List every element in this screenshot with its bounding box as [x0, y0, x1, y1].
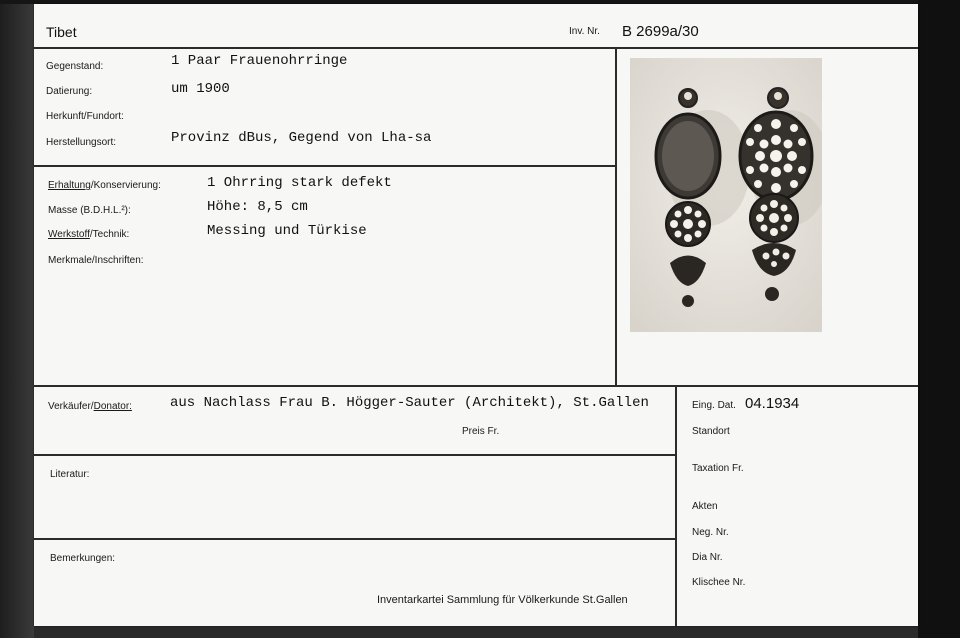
card-footer: Inventarkartei Sammlung für Völkerkunde St.Gallen: [377, 594, 628, 606]
scan-background-left: [0, 0, 34, 638]
erhaltung-label: [48, 180, 161, 191]
earrings-illustration: [630, 58, 822, 332]
gegenstand-value: 1 Paar Frauenohrringe: [171, 53, 348, 69]
rule-top-section: [34, 165, 616, 167]
region-title: Tibet: [46, 24, 77, 40]
dia-nr-label: Dia Nr.: [692, 552, 723, 563]
werkstoff-label-rest: /Technik:: [89, 229, 130, 240]
inventory-card: [34, 4, 918, 626]
preis-label: Preis Fr.: [462, 426, 500, 437]
eing-dat-label: Eing. Dat.: [692, 400, 736, 411]
rule-mid-section: [34, 385, 918, 387]
literatur-label: Literatur:: [50, 469, 90, 480]
erhaltung-label-rest: /Konservierung:: [90, 180, 161, 191]
masse-value: Höhe: 8,5 cm: [207, 199, 308, 215]
scan-background-right: [918, 0, 960, 638]
erhaltung-label-underlined: Erhaltung: [48, 180, 91, 191]
werkstoff-label: [48, 229, 129, 240]
erhaltung-value: 1 Ohrring stark defekt: [207, 175, 392, 191]
bemerkungen-label: Bemerkungen:: [50, 553, 116, 564]
rule-donator: [34, 454, 676, 456]
rule-side-divider: [675, 385, 677, 626]
herstellungsort-value: Provinz dBus, Gegend von Lha-sa: [171, 130, 432, 146]
rule-literatur: [34, 538, 676, 540]
gegenstand-label: Gegenstand:: [46, 61, 104, 72]
inv-label: Inv. Nr.: [569, 26, 600, 37]
herstellungsort-label: Herstellungsort:: [46, 137, 117, 148]
klischee-nr-label: Klischee Nr.: [692, 577, 746, 588]
verkaeufer-label-a: Verkäufer/: [48, 401, 94, 412]
verkaeufer-label: [48, 401, 132, 412]
neg-nr-label: Neg. Nr.: [692, 527, 729, 538]
verkaeufer-value: aus Nachlass Frau B. Högger-Sauter (Architekt), St.Gallen: [170, 395, 649, 411]
datierung-value: um 1900: [171, 81, 230, 97]
taxation-label: Taxation Fr.: [692, 463, 744, 474]
donator-label: Donator:: [93, 401, 132, 412]
inv-number: B 2699a/30: [622, 23, 699, 40]
datierung-label: Datierung:: [46, 86, 93, 97]
rule-photo-divider: [615, 47, 617, 385]
akten-label: Akten: [692, 501, 718, 512]
rule-header: [34, 47, 918, 49]
earrings-photo: [630, 58, 822, 332]
werkstoff-value: Messing und Türkise: [207, 223, 367, 239]
merkmale-label: Merkmale/Inschriften:: [48, 255, 144, 266]
masse-label: Masse (B.D.H.L.²):: [48, 205, 131, 216]
eing-dat-value: 04.1934: [745, 395, 800, 412]
werkstoff-label-underlined: Werkstoff: [48, 229, 90, 240]
standort-label: Standort: [692, 426, 730, 437]
herkunft-label: Herkunft/Fundort:: [46, 111, 124, 122]
